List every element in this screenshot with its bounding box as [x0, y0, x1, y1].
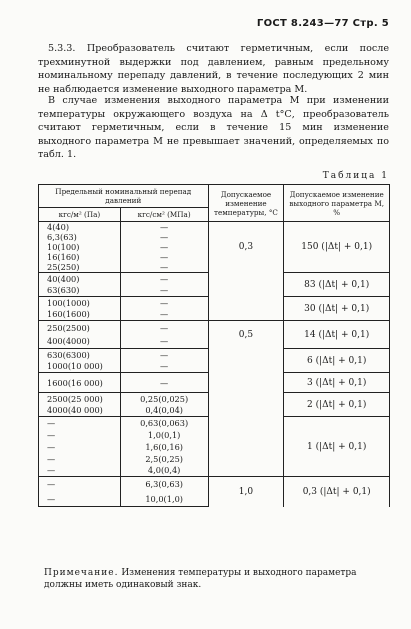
- cell-kgf-m2: 1000(10 000): [39, 361, 121, 373]
- table-row: [39, 321, 390, 335]
- cell-kgf-m2: —: [39, 441, 121, 453]
- table-row: [39, 477, 390, 492]
- cell-kgf-m2: 1600(16 000): [39, 373, 121, 393]
- cell-kgf-m2: —: [39, 477, 121, 492]
- header-kgf-cm2: кгс/см² (МПа): [120, 208, 208, 222]
- cell-kgf-m2: 400(4000): [39, 335, 121, 349]
- cell-kgf-m2: —: [39, 465, 121, 477]
- cell-kgf-m2: 63(630): [39, 285, 121, 297]
- table-body: [39, 222, 390, 507]
- table-row: [39, 349, 390, 361]
- cell-kgf-m2: 40(400): [39, 273, 121, 285]
- cell-temp-change: 0,3: [208, 222, 284, 273]
- cell-kgf-cm2: 10,0(1,0): [120, 492, 208, 507]
- tolerance-table: [38, 184, 390, 507]
- cell-kgf-cm2: —: [120, 335, 208, 349]
- cell-kgf-m2: 4(40): [39, 222, 121, 233]
- page-header: ГОСТ 8.243—77 Стр. 5: [256, 18, 389, 29]
- cell-kgf-m2: 25(250): [39, 262, 121, 273]
- cell-param-change: 3 (|Δt| + 0,1): [284, 373, 390, 393]
- cell-kgf-cm2: 1,0(0,1): [120, 429, 208, 441]
- cell-kgf-cm2: —: [120, 285, 208, 297]
- cell-kgf-m2: —: [39, 417, 121, 429]
- header-pressure-group: Предельный номинальный перепад давлений: [39, 185, 209, 208]
- cell-kgf-m2: 6,3(63): [39, 232, 121, 242]
- cell-param-change: 83 (|Δt| + 0,1): [284, 273, 390, 297]
- table-caption: Таблица 1: [322, 171, 389, 181]
- cell-kgf-m2: 2500(25 000): [39, 393, 121, 405]
- header-param-change: Допускаемое изменение выходного параметра М, %: [284, 185, 390, 222]
- cell-param-change: 0,3 (|Δt| + 0,1): [284, 477, 390, 507]
- cell-kgf-cm2: 2,5(0,25): [120, 453, 208, 465]
- cell-kgf-cm2: 0,4(0,04): [120, 405, 208, 417]
- cell-param-change: 1 (|Δt| + 0,1): [284, 417, 390, 477]
- cell-kgf-cm2: 1,6(0,16): [120, 441, 208, 453]
- cell-temp-change: [208, 417, 284, 477]
- cell-kgf-cm2: —: [120, 309, 208, 321]
- cell-kgf-m2: 16(160): [39, 252, 121, 262]
- table-row: [39, 373, 390, 393]
- table-row: [39, 417, 390, 429]
- cell-kgf-m2: 10(100): [39, 242, 121, 252]
- cell-kgf-cm2: 6,3(0,63): [120, 477, 208, 492]
- cell-kgf-cm2: —: [120, 361, 208, 373]
- cell-temp-change: [208, 273, 284, 297]
- note: [44, 567, 389, 591]
- cell-kgf-m2: 250(2500): [39, 321, 121, 335]
- cell-kgf-cm2: 0,25(0,025): [120, 393, 208, 405]
- cell-kgf-m2: —: [39, 453, 121, 465]
- table-row: [39, 273, 390, 285]
- table-row: [39, 297, 390, 309]
- cell-temp-change: 1,0: [208, 477, 284, 507]
- cell-kgf-cm2: 4,0(0,4): [120, 465, 208, 477]
- cell-temp-change: [208, 393, 284, 417]
- cell-kgf-m2: —: [39, 492, 121, 507]
- note-text: Изменения температуры и выходного параметра должны иметь одинаковый знак.: [44, 568, 357, 590]
- cell-param-change: 2 (|Δt| + 0,1): [284, 393, 390, 417]
- cell-kgf-cm2: —: [120, 273, 208, 285]
- cell-kgf-cm2: —: [120, 349, 208, 361]
- cell-param-change: 6 (|Δt| + 0,1): [284, 349, 390, 373]
- header-kgf-m2: кгс/м² (Па): [39, 208, 121, 222]
- cell-kgf-cm2: —: [120, 222, 208, 233]
- cell-param-change: 30 (|Δt| + 0,1): [284, 297, 390, 321]
- cell-kgf-cm2: —: [120, 321, 208, 335]
- cell-param-change: 150 (|Δt| + 0,1): [284, 222, 390, 273]
- cell-kgf-m2: 4000(40 000): [39, 405, 121, 417]
- cell-kgf-cm2: —: [120, 232, 208, 242]
- cell-kgf-m2: —: [39, 429, 121, 441]
- cell-temp-change: [208, 373, 284, 393]
- note-label: Примечание.: [44, 568, 119, 578]
- cell-kgf-m2: 160(1600): [39, 309, 121, 321]
- cell-kgf-cm2: 0,63(0,063): [120, 417, 208, 429]
- cell-kgf-cm2: —: [120, 262, 208, 273]
- cell-kgf-cm2: —: [120, 373, 208, 393]
- cell-temp-change: [208, 297, 284, 321]
- cell-kgf-cm2: —: [120, 242, 208, 252]
- cell-kgf-cm2: —: [120, 297, 208, 309]
- cell-kgf-m2: 630(6300): [39, 349, 121, 361]
- paragraph-temperature: В случае изменения выходного параметра М при изменении температуры окружающего воздуха на Δ t°С, преобразователь считают герметичным, если в течение 15 мин изменение выходного параметра М не превышает значений, определяемых по табл. 1.: [38, 95, 389, 161]
- cell-temp-change: 0,5: [208, 321, 284, 349]
- header-temp-change: Допускаемое изменение температуры, °С: [208, 185, 284, 222]
- cell-param-change: 14 (|Δt| + 0,1): [284, 321, 390, 349]
- cell-temp-change: [208, 349, 284, 373]
- table-row: [39, 222, 390, 233]
- paragraph-5-3-3: 5.3.3. Преобразователь считают герметичным, если после трехминутной выдержки под давлением, равным предельному номинальному перепаду давлений, в течение последующих 2 мин не наблюдается изменение выходного параметра М.: [38, 43, 389, 95]
- table-row: [39, 393, 390, 405]
- cell-kgf-cm2: —: [120, 252, 208, 262]
- cell-kgf-m2: 100(1000): [39, 297, 121, 309]
